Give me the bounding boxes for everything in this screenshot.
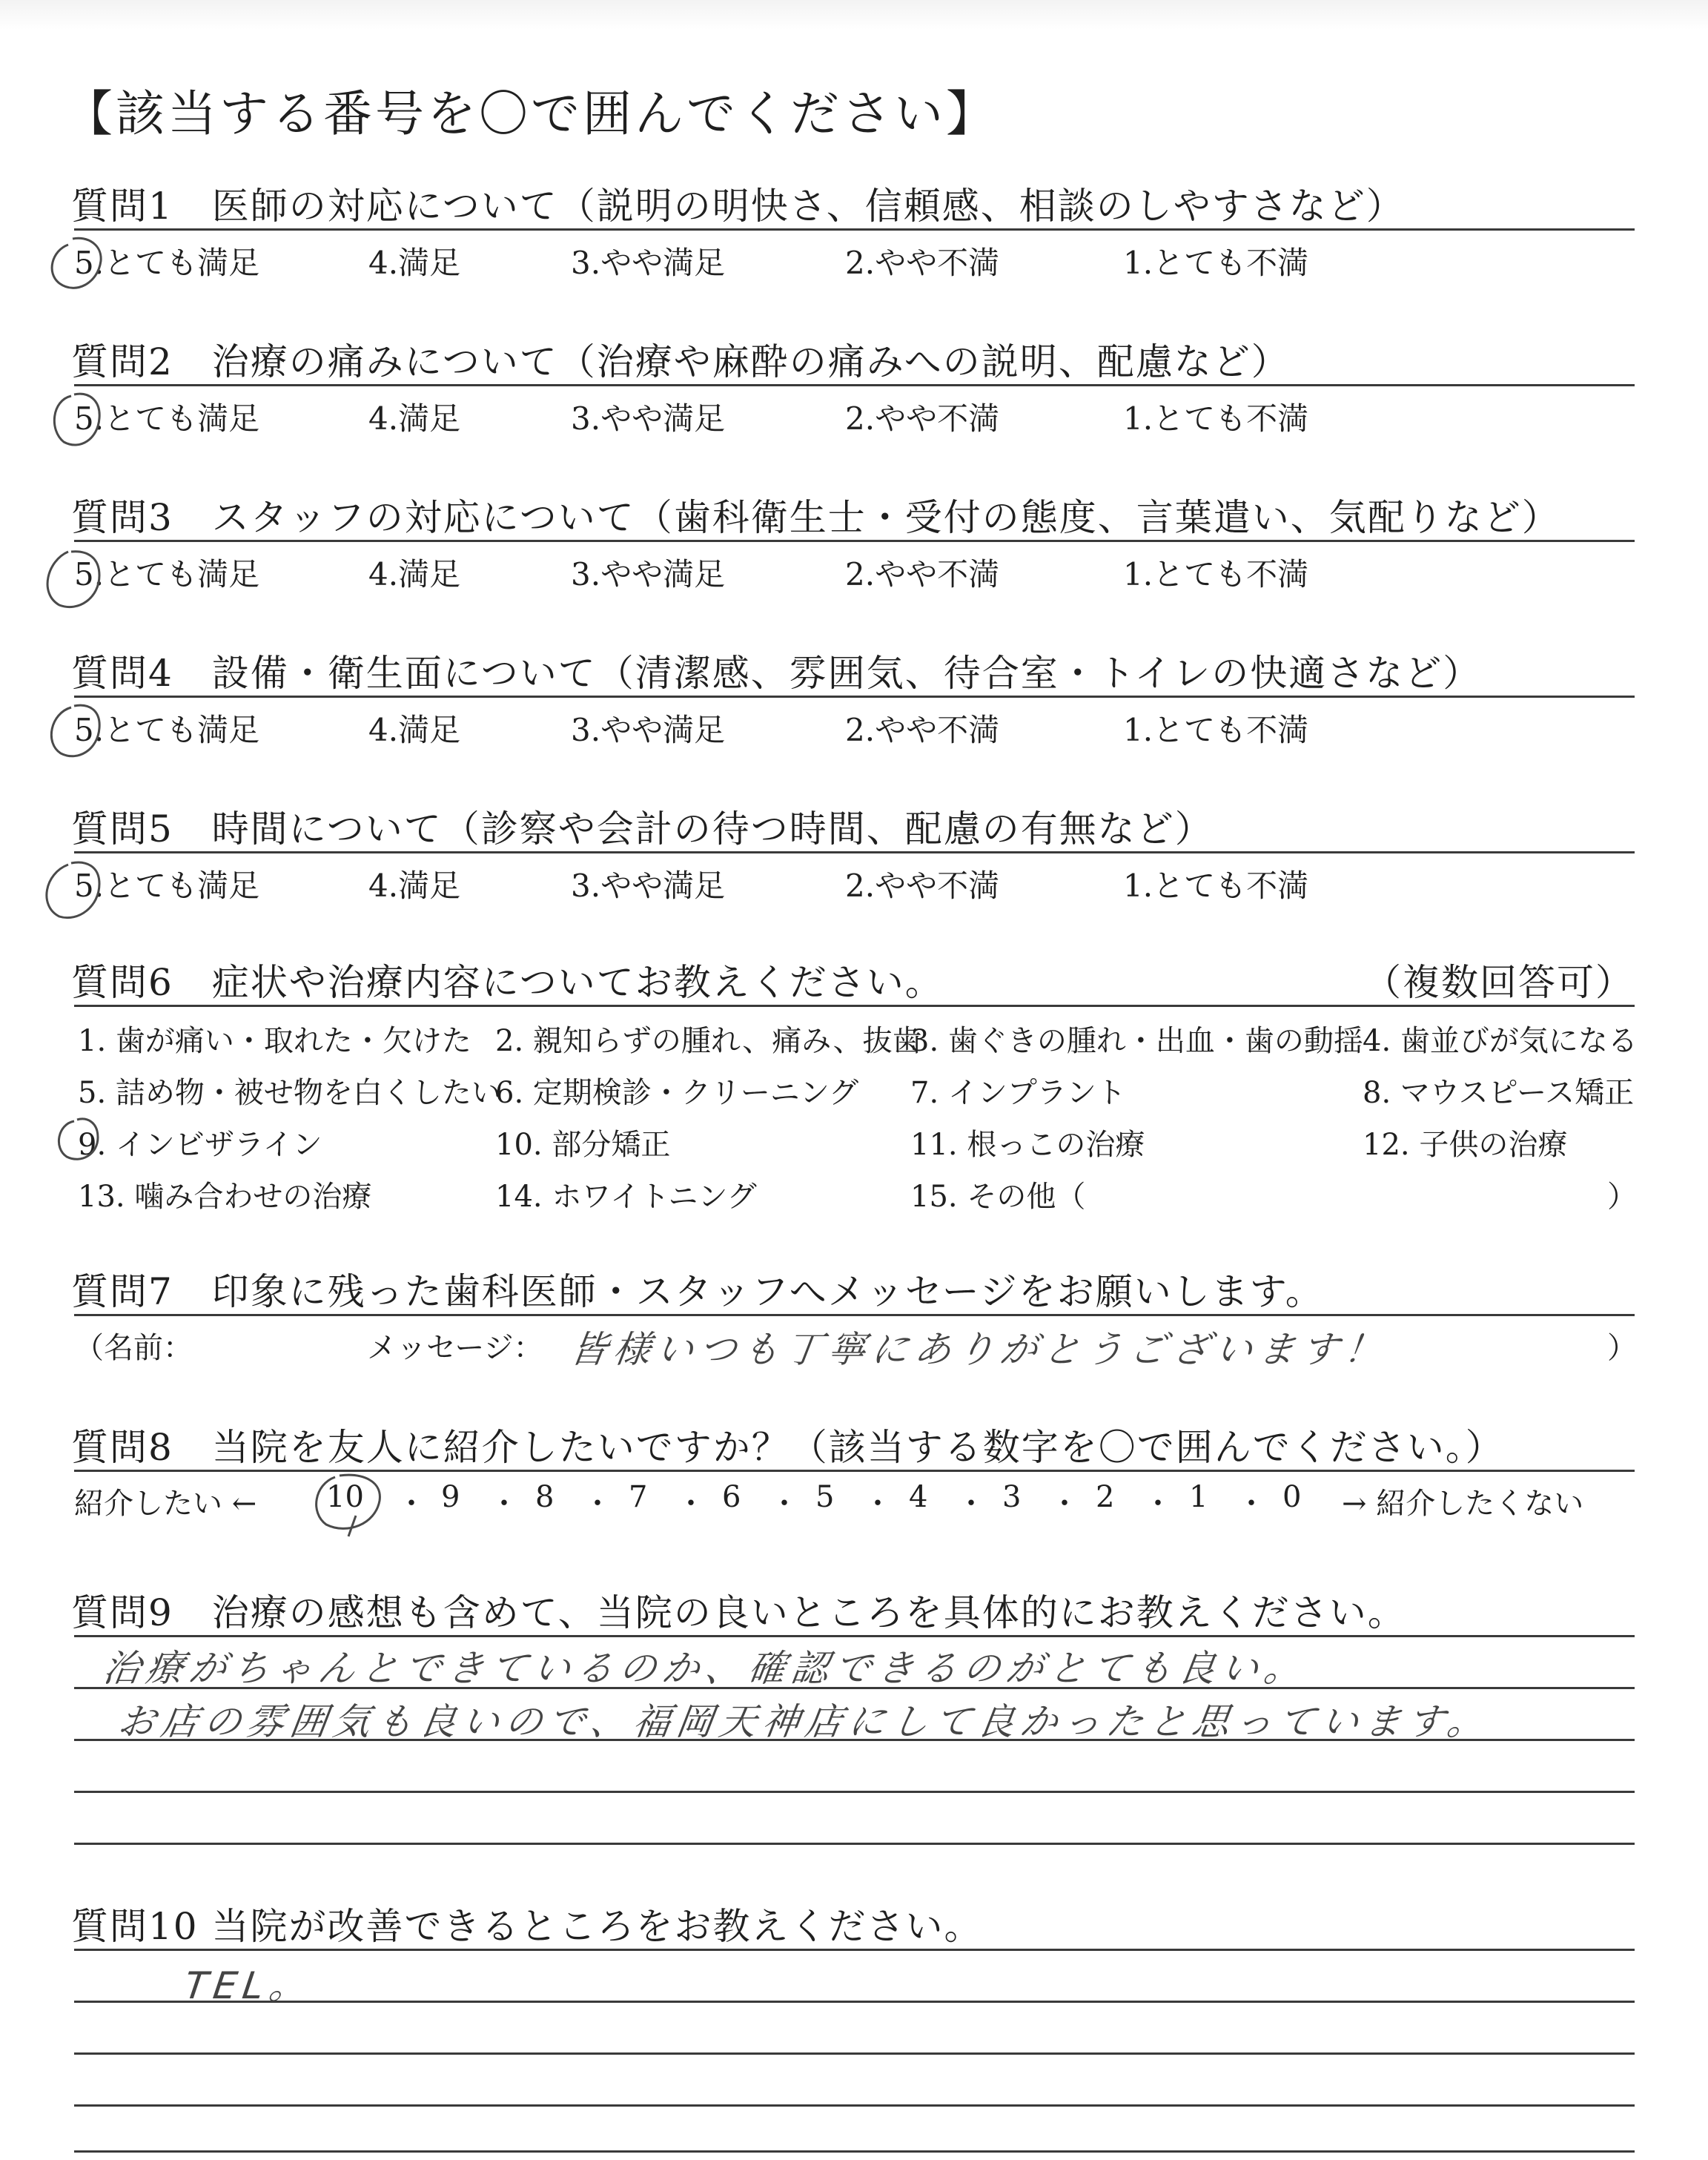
q5-option-5[interactable]: 5.とても満足	[74, 868, 260, 904]
q6-option-13[interactable]: 13. 噛み合わせの治療	[78, 1180, 372, 1214]
q1-option-2[interactable]: 2.やや不満	[845, 245, 1000, 281]
scale-7[interactable]: 7	[629, 1480, 648, 1514]
recommend-right-label: → 紹介したくない	[1342, 1487, 1584, 1521]
q4-option-1[interactable]: 1.とても不満	[1123, 712, 1309, 748]
q6-option-12[interactable]: 12. 子供の治療	[1363, 1128, 1568, 1162]
q6-option-8[interactable]: 8. マウスピース矯正	[1363, 1076, 1635, 1110]
q2-option-1[interactable]: 1.とても不満	[1123, 400, 1309, 437]
q1-option-3[interactable]: 3.やや満足	[571, 245, 726, 281]
page-title: 【該当する番号を〇で囲んでください】	[64, 85, 998, 142]
scale-1[interactable]: 1	[1189, 1480, 1208, 1514]
q6-option-1[interactable]: 1. 歯が痛い・取れた・欠けた	[78, 1024, 471, 1058]
message-label: メッセージ：	[367, 1331, 543, 1365]
scale-dot: ・	[769, 1487, 799, 1521]
q1-option-5[interactable]: 5.とても満足	[74, 245, 260, 281]
q6-option-11[interactable]: 11. 根っこの治療	[910, 1128, 1145, 1162]
q4-option-4[interactable]: 4.満足	[368, 712, 461, 748]
q8-selection-circle	[317, 1475, 380, 1536]
question-8-title: 質問8 当院を友人に紹介したいですか？（該当する数字を〇で囲んでください。）	[71, 1426, 1504, 1469]
q1-option-4[interactable]: 4.満足	[368, 245, 461, 281]
q1-option-1[interactable]: 1.とても不満	[1123, 245, 1309, 281]
q2-option-2[interactable]: 2.やや不満	[845, 400, 1000, 437]
question-10-title: 質問10 当院が改善できるところをお教えください。	[71, 1905, 983, 1948]
scale-6[interactable]: 6	[722, 1480, 741, 1514]
q2-option-4[interactable]: 4.満足	[368, 400, 461, 437]
q4-selection-circle	[51, 705, 99, 756]
q2-selection-circle	[54, 394, 99, 445]
q6-option-2[interactable]: 2. 親知らずの腫れ、痛み、抜歯	[495, 1024, 922, 1058]
scale-10[interactable]: 10	[326, 1480, 364, 1514]
q9-answer-line-1[interactable]: 治療がちゃんとできているのか、確認できるのがとても良い。	[100, 1647, 1311, 1690]
q6-other-close-paren: ）	[1607, 1180, 1637, 1214]
q3-option-4[interactable]: 4.満足	[368, 556, 461, 592]
q5-selection-circle	[47, 862, 99, 918]
question-2-title: 質問2 治療の痛みについて（治療や麻酔の痛みへの説明、配慮など）	[71, 340, 1290, 383]
question-1-title: 質問1 医師の対応について（説明の明快さ、信頼感、相談のしやすさなど）	[71, 185, 1405, 228]
scale-5[interactable]: 5	[815, 1480, 835, 1514]
scale-dot: ・	[397, 1487, 426, 1521]
q6-option-10[interactable]: 10. 部分矯正	[495, 1128, 671, 1162]
q3-option-2[interactable]: 2.やや不満	[845, 556, 1000, 592]
scale-4[interactable]: 4	[909, 1480, 928, 1514]
q5-option-4[interactable]: 4.満足	[368, 868, 461, 904]
q6-option-4[interactable]: 4. 歯並びが気になる	[1363, 1024, 1638, 1058]
q6-option-3[interactable]: 3. 歯ぐきの腫れ・出血・歯の動揺	[910, 1024, 1363, 1058]
scale-dot: ・	[1143, 1487, 1173, 1521]
q3-selection-circle	[47, 552, 99, 607]
q5-option-3[interactable]: 3.やや満足	[571, 868, 726, 904]
question-7-title: 質問7 印象に残った歯科医師・スタッフへメッセージをお願いします。	[71, 1270, 1324, 1313]
scale-0[interactable]: 0	[1282, 1480, 1302, 1514]
scale-dot: ・	[956, 1487, 986, 1521]
q5-option-1[interactable]: 1.とても不満	[1123, 868, 1309, 904]
q6-option-7[interactable]: 7. インプラント	[910, 1076, 1126, 1110]
q2-option-5[interactable]: 5.とても満足	[74, 400, 260, 437]
q2-option-3[interactable]: 3.やや満足	[571, 400, 726, 437]
scale-dot: ・	[1237, 1487, 1266, 1521]
q5-option-2[interactable]: 2.やや不満	[845, 868, 1000, 904]
scale-dot: ・	[863, 1487, 893, 1521]
recommend-left-label: 紹介したい ←	[74, 1487, 257, 1521]
name-label: （名前：	[74, 1331, 193, 1365]
q4-option-2[interactable]: 2.やや不満	[845, 712, 1000, 748]
q1-selection-circle	[52, 238, 101, 288]
question-6-title: 質問6 症状や治療内容についてお教えください。	[71, 961, 944, 1004]
scale-dot: ・	[489, 1487, 519, 1521]
scale-dot: ・	[676, 1487, 706, 1521]
scale-3[interactable]: 3	[1002, 1480, 1022, 1514]
scale-dot: ・	[583, 1487, 612, 1521]
question-9-title: 質問9 治療の感想も含めて、当院の良いところを具体的にお教えください。	[71, 1591, 1406, 1634]
scale-2[interactable]: 2	[1096, 1480, 1115, 1514]
q4-option-5[interactable]: 5.とても満足	[74, 712, 260, 748]
q3-option-3[interactable]: 3.やや満足	[571, 556, 726, 592]
q6-option-9[interactable]: 9. インビザライン	[78, 1128, 322, 1162]
scale-dot: ・	[1050, 1487, 1079, 1521]
q3-option-1[interactable]: 1.とても不満	[1123, 556, 1309, 592]
q6-option-15[interactable]: 15. その他（	[910, 1180, 1086, 1214]
q6-selection-circle	[59, 1119, 98, 1159]
q6-option-5[interactable]: 5. 詰め物・被せ物を白くしたい	[78, 1076, 501, 1110]
q6-option-14[interactable]: 14. ホワイトニング	[495, 1180, 757, 1214]
q3-option-5[interactable]: 5.とても満足	[74, 556, 260, 592]
message-close-paren: ）	[1607, 1331, 1637, 1365]
q4-option-3[interactable]: 3.やや満足	[571, 712, 726, 748]
q6-option-6[interactable]: 6. 定期検診・クリーニング	[495, 1076, 859, 1110]
question-5-title: 質問5 時間について（診察や会計の待つ時間、配慮の有無など）	[71, 807, 1214, 851]
question-3-title: 質問3 スタッフの対応について（歯科衛生士・受付の態度、言葉遣い、気配りなど）	[71, 496, 1560, 539]
multiple-answers-note: （複数回答可）	[1364, 961, 1634, 1004]
scale-8[interactable]: 8	[535, 1480, 555, 1514]
handwritten-message[interactable]: 皆様いつも丁寧にありがとうございます！	[567, 1328, 1391, 1371]
question-4-title: 質問4 設備・衛生面について（清潔感、雰囲気、待合室・トイレの快適さなど）	[71, 652, 1482, 695]
q9-answer-line-2[interactable]: お店の雰囲気も良いので、福岡天神店にして良かったと思っています。	[115, 1700, 1494, 1743]
scale-9[interactable]: 9	[441, 1480, 460, 1514]
q10-answer-line-1[interactable]: TEL。	[182, 1964, 316, 2007]
